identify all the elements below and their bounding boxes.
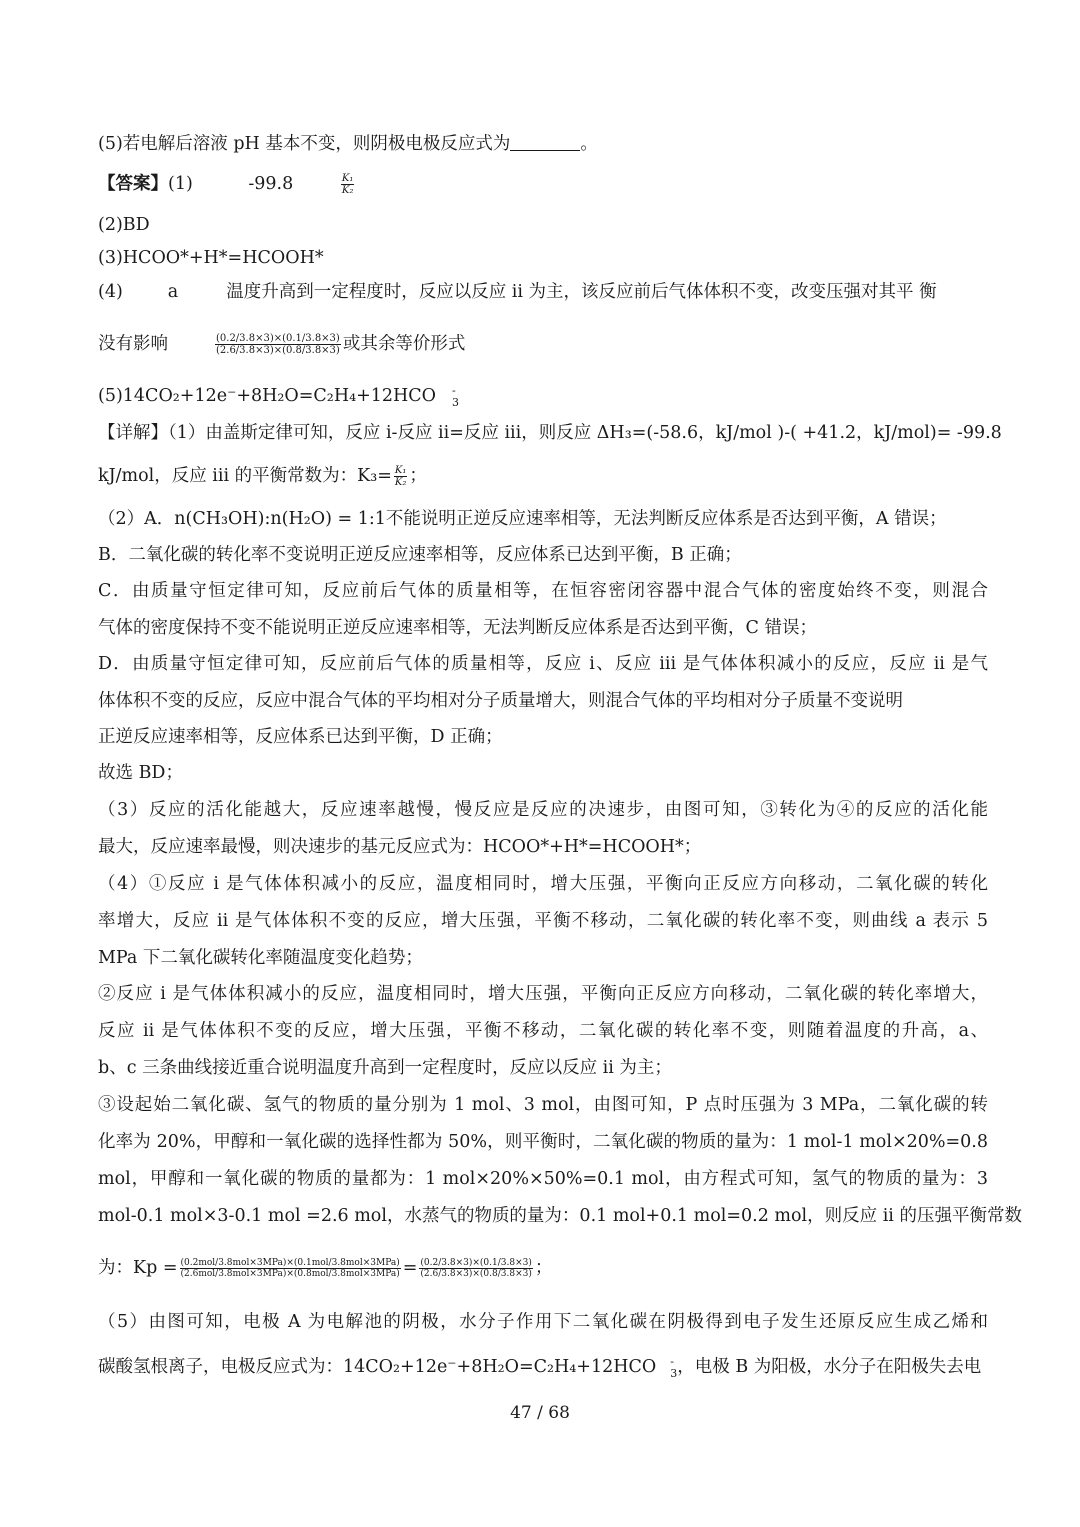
answer-4-text2: 没有影响 bbox=[98, 334, 168, 354]
fraction-numerator: (0.2/3.8×3)×(0.1/3.8×3) bbox=[216, 332, 340, 344]
detail-2c2: 气体的密度保持不变不能说明正逆反应速率相等，无法判断反应体系是否达到平衡，C 错误； bbox=[98, 618, 817, 638]
question-5-end: 。 bbox=[580, 134, 598, 154]
answer-1 bbox=[98, 172, 988, 196]
detail-3a: （3）反应的活化能越大，反应速率越慢，慢反应是反应的决速步，由图可知，③转化为④的反应的活化能 bbox=[98, 800, 988, 820]
detail-5b-pre: 碳酸氢根离子，电极反应式为：14CO₂+12e⁻+8H₂O=C₂H₄+12HCO bbox=[98, 1357, 657, 1377]
answer-4-num: (4) bbox=[98, 282, 123, 302]
detail-4i: mol，甲醇和一氧化碳的物质的量都为：1 mol×20%×50%=0.1 mol，由方程式可知，氢气的物质的量为：3 bbox=[98, 1169, 988, 1189]
fraction-numerator: K₁ bbox=[394, 465, 407, 476]
detail-4d: ②反应 i 是气体体积减小的反应，温度相同时，增大压强，平衡向正反应方向移动，二氧化碳的转化率增大， bbox=[98, 984, 988, 1004]
detail-1b-end: ； bbox=[409, 466, 427, 486]
page-number: 47 / 68 bbox=[510, 1403, 570, 1423]
ion-subscript: 3 bbox=[670, 1366, 678, 1380]
detail-5b-post: ，电极 B 为阳极，水分子在阳极失去电 bbox=[677, 1357, 982, 1377]
answer-2: (2)BD bbox=[98, 215, 150, 235]
answer-1-fraction bbox=[341, 173, 354, 196]
detail-1a: 【详解】（1）由盖斯定律可知，反应 i-反应 ii=反应 iii，则反应 ΔH₃=(-58.6，kJ/mol )-( +41.2，kJ/mol)= -99.8 bbox=[98, 423, 1002, 443]
detail-4f: b、c 三条曲线接近重合说明温度升高到一定程度时，反应以反应 ii 为主； bbox=[98, 1058, 672, 1078]
answer-1-num: (1) bbox=[168, 174, 193, 194]
answer-1-value: -99.8 bbox=[248, 174, 294, 194]
detail-5b bbox=[98, 1355, 988, 1380]
answer-4-text: 温度升高到一定程度时，反应以反应 ii 为主，该反应前后气体体积不变，改变压强对其平 衡 bbox=[226, 282, 937, 302]
detail-2c1: C．由质量守恒定律可知，反应前后气体的质量相等，在恒容密闭容器中混合气体的密度始终不变，则混合 bbox=[98, 581, 988, 601]
detail-4g: ③设起始二氧化碳、氢气的物质的量分别为 1 mol、3 mol，由图可知，P 点时压强为 3 MPa，二氧化碳的转 bbox=[98, 1095, 988, 1115]
fraction-denominator: (2.6/3.8×3)×(0.8/3.8×3) bbox=[420, 1268, 532, 1279]
detail-4h: 化率为 20%，甲醇和一氧化碳的选择性都为 50%，则平衡时，二氧化碳的物质的量为：1 mol-1 mol×20%=0.8 bbox=[98, 1132, 988, 1152]
answer-blank bbox=[510, 134, 580, 151]
detail-2d2: 体体积不变的反应，反应中混合气体的平均相对分子质量增大，则混合气体的平均相对分子质量不变说明 bbox=[98, 691, 903, 711]
detail-2d1: D．由质量守恒定律可知，反应前后气体的质量相等，反应 i、反应 iii 是气体体积减小的反应，反应 ii 是气 bbox=[98, 654, 988, 674]
answer-3: (3)HCOO*+H*=HCOOH* bbox=[98, 248, 324, 268]
answer-4-fraction bbox=[215, 333, 341, 356]
detail-1b-fraction bbox=[394, 465, 407, 488]
detail-4e: 反应 ii 是气体体积不变的反应，增大压强，平衡不移动，二氧化碳的转化率不变，则随着温度的升高，a、 bbox=[98, 1021, 988, 1041]
fraction-numerator: (0.2/3.8×3)×(0.1/3.8×3) bbox=[420, 1257, 532, 1268]
answer-label: 【答案】 bbox=[98, 174, 168, 194]
kp-end: ； bbox=[534, 1258, 553, 1278]
fraction-numerator: (0.2mol/3.8mol×3MPa)×(0.1mol/3.8mol×3MPa) bbox=[180, 1257, 400, 1268]
kp-fraction-2 bbox=[419, 1258, 532, 1279]
answer-4 bbox=[98, 280, 988, 304]
detail-3b: 最大，反应速率最慢，则决速步的基元反应式为：HCOO*+H*=HCOOH*； bbox=[98, 837, 702, 857]
question-5-text: (5)若电解后溶液 pH 基本不变，则阴极电极反应式为 bbox=[98, 134, 511, 154]
kp-fraction-1 bbox=[180, 1258, 401, 1279]
answer-5 bbox=[98, 384, 988, 409]
fraction-denominator: (2.6mol/3.8mol×3MPa)×(0.8mol/3.8mol×3MPa) bbox=[180, 1268, 400, 1279]
detail-1b-text: kJ/mol，反应 iii 的平衡常数为：K₃= bbox=[98, 466, 392, 486]
answer-5-text: (5)14CO₂+12e⁻+8H₂O=C₂H₄+12HCO bbox=[98, 386, 437, 406]
ion-subscript: 3 bbox=[452, 395, 460, 409]
answer-4-letter: a bbox=[167, 282, 179, 302]
detail-4a: （4）①反应 i 是气体体积减小的反应，温度相同时，增大压强，平衡向正反应方向移动，二氧化碳的转化 bbox=[98, 874, 988, 894]
fraction-denominator: K₂ bbox=[341, 185, 354, 196]
ion-charge: - bbox=[452, 383, 456, 397]
detail-2d3: 正逆反应速率相等，反应体系已达到平衡，D 正确； bbox=[98, 727, 503, 747]
answer-4-cont bbox=[98, 316, 988, 372]
detail-4j: mol-0.1 mol×3-0.1 mol =2.6 mol，水蒸气的物质的量为：0.1 mol+0.1 mol=0.2 mol，则反应 ii 的压强平衡常数 bbox=[98, 1206, 1022, 1226]
detail-4b: 率增大，反应 ii 是气体体积不变的反应，增大压强，平衡不移动，二氧化碳的转化率不变，则曲线 a 表示 5 bbox=[98, 911, 988, 931]
fraction-numerator: K₁ bbox=[341, 173, 354, 184]
detail-2a: （2）A．n(CH₃OH):n(H₂O) = 1:1不能说明正逆反应速率相等，无法判断反应体系是否达到平衡，A 错误； bbox=[98, 509, 947, 529]
question-5 bbox=[98, 132, 988, 156]
detail-2e: 故选 BD； bbox=[98, 763, 183, 783]
detail-1b bbox=[98, 464, 988, 488]
detail-2b: B．二氧化碳的转化率不变说明正逆反应速率相等，反应体系已达到平衡，B 正确； bbox=[98, 545, 742, 565]
ion-charge: - bbox=[670, 1354, 674, 1368]
fraction-denominator: (2.6/3.8×3)×(0.8/3.8×3) bbox=[216, 344, 340, 356]
detail-4c: MPa 下二氧化碳转化率随温度变化趋势； bbox=[98, 948, 423, 968]
answer-4-suffix: 或其余等价形式 bbox=[342, 334, 466, 354]
fraction-denominator: K₂ bbox=[394, 477, 407, 488]
kp-equals: = bbox=[402, 1258, 418, 1278]
detail-5a: （5）由图可知，电极 A 为电解池的阴极，水分子作用下二氧化碳在阴极得到电子发生还原反应生成乙烯和 bbox=[98, 1312, 988, 1332]
detail-4k bbox=[98, 1240, 988, 1296]
kp-prefix: 为：Kp = bbox=[98, 1258, 178, 1278]
